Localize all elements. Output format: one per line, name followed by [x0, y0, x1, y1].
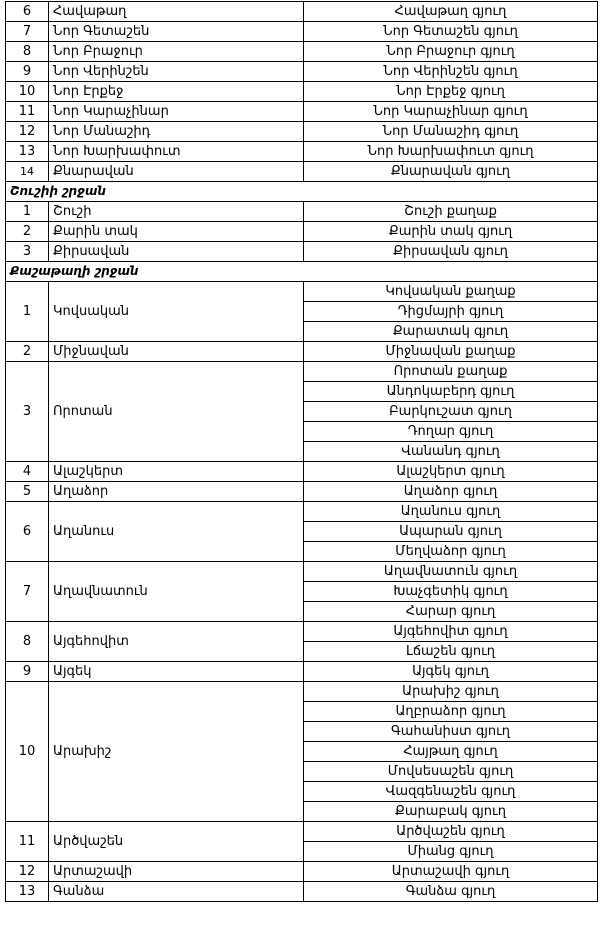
- table-row: [6, 162, 598, 182]
- community-number: 4: [6, 462, 49, 482]
- settlement-name: Այգեկ գյուղ: [304, 662, 598, 682]
- table-row: [6, 662, 598, 682]
- region-header: Քաշաթաղի շրջան: [6, 262, 598, 282]
- table-row: [6, 282, 598, 302]
- community-name: Նոր Գետաշեն: [49, 22, 304, 42]
- community-number: 1: [6, 202, 49, 222]
- community-number: 8: [6, 622, 49, 662]
- settlement-name: Գանձա գյուղ: [304, 882, 598, 902]
- community-name: Արտաշավի: [49, 862, 304, 882]
- settlement-name: Միջնավան քաղաք: [304, 342, 598, 362]
- table-row: [6, 122, 598, 142]
- settlement-name: Հարար գյուղ: [304, 602, 598, 622]
- community-number: 12: [6, 862, 49, 882]
- table-row: [6, 62, 598, 82]
- community-number: 10: [6, 682, 49, 822]
- table-row: [6, 342, 598, 362]
- community-name: Աղավնատուն: [49, 562, 304, 622]
- settlement-name: Քարաբակ գյուղ: [304, 802, 598, 822]
- settlement-name: Շուշի քաղաք: [304, 202, 598, 222]
- settlement-name: Աղբրաձոր գյուղ: [304, 702, 598, 722]
- table-row: [6, 102, 598, 122]
- table-row: [6, 862, 598, 882]
- settlement-name: Աղաձոր գյուղ: [304, 482, 598, 502]
- settlement-name: Գահանիստ գյուղ: [304, 722, 598, 742]
- table-row: [6, 462, 598, 482]
- settlement-name: Հավաթաղ գյուղ: [304, 2, 598, 22]
- community-name: Ալաշկերտ: [49, 462, 304, 482]
- community-number: 13: [6, 882, 49, 902]
- settlement-name: Լճաշեն գյուղ: [304, 642, 598, 662]
- table-row: [6, 482, 598, 502]
- settlement-name: Քարին տակ գյուղ: [304, 222, 598, 242]
- table-row: [6, 82, 598, 102]
- community-name: Այգեկ: [49, 662, 304, 682]
- table-row: [6, 882, 598, 902]
- community-name: Գանձա: [49, 882, 304, 902]
- community-name: Արծվաշեն: [49, 822, 304, 862]
- community-name: Նոր Բրաջուր: [49, 42, 304, 62]
- table-row: [6, 2, 598, 22]
- settlement-name: Ապարան գյուղ: [304, 522, 598, 542]
- community-name: Քնարավան: [49, 162, 304, 182]
- community-name: Նոր Մանաշիդ: [49, 122, 304, 142]
- table-row: [6, 362, 598, 382]
- community-name: Այգեհովիտ: [49, 622, 304, 662]
- community-number: 1: [6, 282, 49, 342]
- community-number: 5: [6, 482, 49, 502]
- community-name: Քարին տակ: [49, 222, 304, 242]
- community-number: 11: [6, 822, 49, 862]
- settlement-name: Բարկուշատ գյուղ: [304, 402, 598, 422]
- settlement-name: Նոր Բրաջուր գյուղ: [304, 42, 598, 62]
- region-header-row: [6, 262, 598, 282]
- settlement-name: Աղավնատուն գյուղ: [304, 562, 598, 582]
- community-number: 7: [6, 22, 49, 42]
- community-number: 3: [6, 362, 49, 462]
- community-number: 9: [6, 62, 49, 82]
- community-number: 14: [6, 162, 49, 182]
- region-header-row: [6, 182, 598, 202]
- community-name: Աղաձոր: [49, 482, 304, 502]
- settlement-name: Նոր Վերինշեն գյուղ: [304, 62, 598, 82]
- community-number: 6: [6, 2, 49, 22]
- community-number: 10: [6, 82, 49, 102]
- settlement-name: Անդոկաբերդ գյուղ: [304, 382, 598, 402]
- settlement-name: Միանց գյուղ: [304, 842, 598, 862]
- community-name: Աղանուս: [49, 502, 304, 562]
- settlement-name: Նոր Կարաչինար գյուղ: [304, 102, 598, 122]
- community-number: 2: [6, 222, 49, 242]
- region-header: Շուշիի շրջան: [6, 182, 598, 202]
- community-number: 13: [6, 142, 49, 162]
- table-row: [6, 682, 598, 702]
- table-row: [6, 202, 598, 222]
- settlement-name: Դիցմայրի գյուղ: [304, 302, 598, 322]
- table-row: [6, 142, 598, 162]
- settlement-name: Դողար գյուղ: [304, 422, 598, 442]
- settlement-name: Արախիշ գյուղ: [304, 682, 598, 702]
- community-name: Նոր Էրքեջ: [49, 82, 304, 102]
- community-number: 9: [6, 662, 49, 682]
- settlement-name: Քնարավան գյուղ: [304, 162, 598, 182]
- community-number: 2: [6, 342, 49, 362]
- settlement-name: Արտաշավի գյուղ: [304, 862, 598, 882]
- communities-table: [5, 1, 598, 902]
- settlement-name: Հայթաղ գյուղ: [304, 742, 598, 762]
- table-row: [6, 622, 598, 642]
- community-name: Նոր Վերինշեն: [49, 62, 304, 82]
- community-number: 7: [6, 562, 49, 622]
- settlement-name: Մեղվաձոր գյուղ: [304, 542, 598, 562]
- settlement-name: Ալաշկերտ գյուղ: [304, 462, 598, 482]
- community-name: Հավաթաղ: [49, 2, 304, 22]
- settlement-name: Մովսեսաշեն գյուղ: [304, 762, 598, 782]
- settlement-name: Նոր Գետաշեն գյուղ: [304, 22, 598, 42]
- community-number: 3: [6, 242, 49, 262]
- community-number: 8: [6, 42, 49, 62]
- settlement-name: Արծվաշեն գյուղ: [304, 822, 598, 842]
- table-row: [6, 222, 598, 242]
- community-name: Նոր Խարխափուտ: [49, 142, 304, 162]
- settlement-name: Կովսական քաղաք: [304, 282, 598, 302]
- community-name: Որոտան: [49, 362, 304, 462]
- settlement-name: Քիրսավան գյուղ: [304, 242, 598, 262]
- settlement-name: Նոր Մանաշիդ գյուղ: [304, 122, 598, 142]
- settlement-name: Նոր Էրքեջ գյուղ: [304, 82, 598, 102]
- community-name: Շուշի: [49, 202, 304, 222]
- table-row: [6, 22, 598, 42]
- settlement-name: Նոր Խարխափուտ գյուղ: [304, 142, 598, 162]
- community-name: Նոր Կարաչինար: [49, 102, 304, 122]
- community-number: 6: [6, 502, 49, 562]
- table-row: [6, 502, 598, 522]
- community-name: Կովսական: [49, 282, 304, 342]
- settlement-name: Վանանդ գյուղ: [304, 442, 598, 462]
- table-row: [6, 822, 598, 842]
- settlement-name: Որոտան քաղաք: [304, 362, 598, 382]
- table-row: [6, 242, 598, 262]
- community-name: Արախիշ: [49, 682, 304, 822]
- table-row: [6, 42, 598, 62]
- communities-table-body: [6, 2, 598, 902]
- settlement-name: Քարատակ գյուղ: [304, 322, 598, 342]
- community-number: 11: [6, 102, 49, 122]
- settlement-name: Աղանուս գյուղ: [304, 502, 598, 522]
- settlement-name: Այգեհովիտ գյուղ: [304, 622, 598, 642]
- settlement-name: Վազգենաշեն գյուղ: [304, 782, 598, 802]
- community-name: Միջնավան: [49, 342, 304, 362]
- community-name: Քիրսավան: [49, 242, 304, 262]
- settlement-name: Խաչգետիկ գյուղ: [304, 582, 598, 602]
- table-row: [6, 562, 598, 582]
- community-number: 12: [6, 122, 49, 142]
